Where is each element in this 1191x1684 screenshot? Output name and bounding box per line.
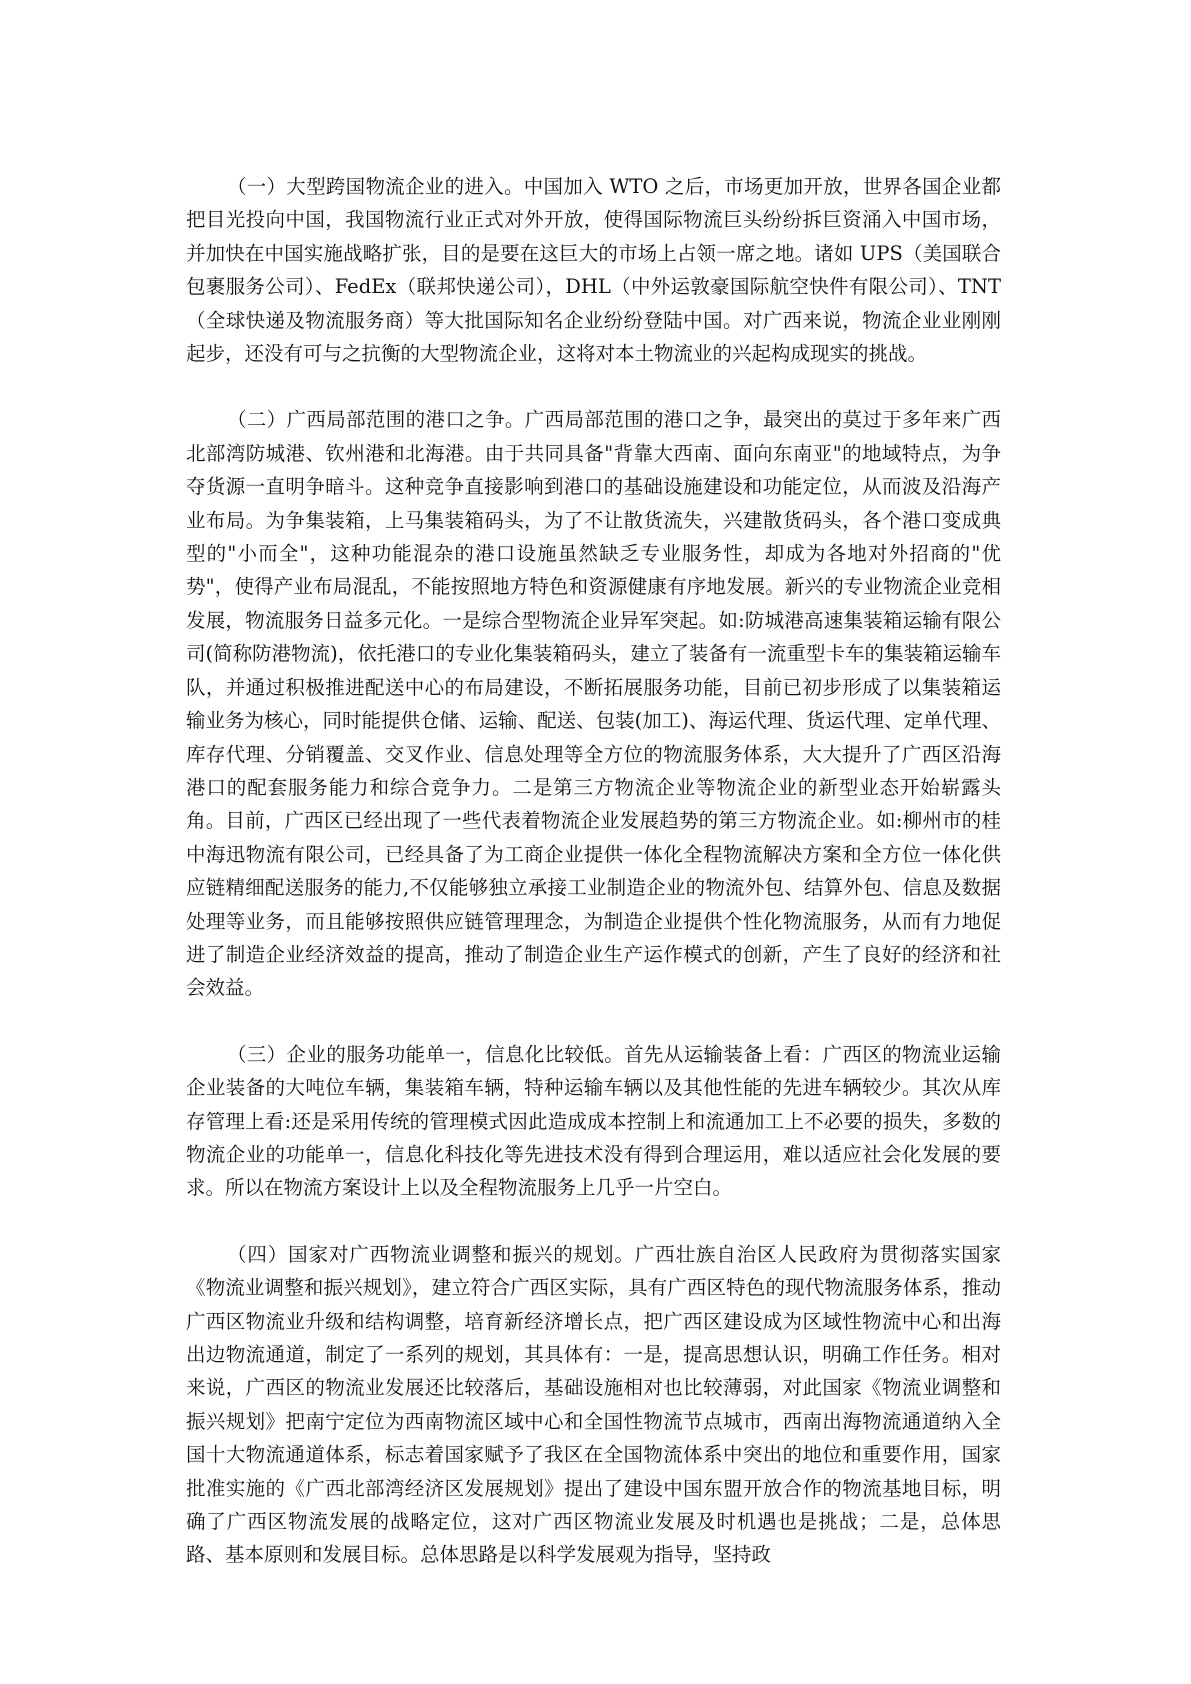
- paragraph-2: （二）广西局部范围的港口之争。广西局部范围的港口之争，最突出的莫过于多年来广西北部湾防城港、钦州港和北海港。由于共同具备"背靠大西南、面向东南亚"的地域特点，为争夺货源一直明争暗斗。这种竞争直接影响到港口的基础设施建设和功能定位，从而波及沿海产业布局。为争集装箱，上马集装箱码头，为了不让散货流失，兴建散货码头，各个港口变成典型的"小而全"，这种功能混杂的港口设施虽然缺乏专业服务性，却成为各地对外招商的"优势"，使得产业布局混乱，不能按照地方特色和资源健康有序地发展。新兴的专业物流企业竞相发展，物流服务日益多元化。一是综合型物流企业异军突起。如:防城港高速集装箱运输有限公司(简称防港物流)，依托港口的专业化集装箱码头，建立了装备有一流重型卡车的集装箱运输车队，并通过积极推进配送中心的布局建设，不断拓展服务功能，目前已初步形成了以集装箱运输业务为核心，同时能提供仓储、运输、配送、包装(加工)、海运代理、货运代理、定单代理、库存代理、分销覆盖、交叉作业、信息处理等全方位的物流服务体系，大大提升了广西区沿海港口的配套服务能力和综合竞争力。二是第三方物流企业等物流企业的新型业态开始崭露头角。目前，广西区已经出现了一些代表着物流企业发展趋势的第三方物流企业。如:柳州市的桂中海迅物流有限公司，已经具备了为工商企业提供一体化全程物流解决方案和全方位一体化供应链精细配送服务的能力,不仅能够独立承接工业制造企业的物流外包、结算外包、信息及数据处理等业务，而且能够按照供应链管理理念，为制造企业提供个性化物流服务，从而有力地促进了制造企业经济效益的提高，推动了制造企业生产运作模式的创新，产生了良好的经济和社会效益。: [186, 408, 1001, 1000]
- paragraph-3: （三）企业的服务功能单一，信息化比较低。首先从运输装备上看：广西区的物流业运输企业装备的大吨位车辆，集装箱车辆，特种运输车辆以及其他性能的先进车辆较少。其次从库存管理上看:还是采用传统的管理模式因此造成成本控制上和流通加工上不必要的损失，多数的物流企业的功能单一，信息化科技化等先进技术没有得到合理运用，难以适应社会化发展的要求。所以在物流方案设计上以及全程物流服务上几乎一片空白。: [186, 1042, 1001, 1200]
- document-page: [186, 170, 1001, 1572]
- paragraph-4: （四）国家对广西物流业调整和振兴的规划。广西壮族自治区人民政府为贯彻落实国家《物流业调整和振兴规划》，建立符合广西区实际，具有广西区特色的现代物流服务体系，推动广西区物流业升级和结构调整，培育新经济增长点，把广西区建设成为区域性物流中心和出海出边物流通道，制定了一系列的规划，其具体有：一是，提高思想认识，明确工作任务。相对来说，广西区的物流业发展还比较落后，基础设施相对也比较薄弱，对此国家《物流业调整和振兴规划》把南宁定位为西南物流区域中心和全国性物流节点城市，西南出海物流通道纳入全国十大物流通道体系，标志着国家赋予了我区在全国物流体系中突出的地位和重要作用，国家批准实施的《广西北部湾经济区发展规划》提出了建设中国东盟开放合作的物流基地目标，明确了广西区物流发展的战略定位，这对广西区物流业发展及时机遇也是挑战；二是，总体思路、基本原则和发展目标。总体思路是以科学发展观为指导，坚持政: [186, 1242, 1001, 1567]
- paragraph-1: （一）大型跨国物流企业的进入。中国加入 WTO 之后，市场更加开放，世界各国企业都把目光投向中国，我国物流行业正式对外开放，使得国际物流巨头纷纷拆巨资涌入中国市场，并加快在中国实施战略扩张，目的是要在这巨大的市场上占领一席之地。诸如 UPS（美国联合包裹服务公司）、FedEx（联邦快递公司），DHL（中外运敦豪国际航空快件有限公司）、TNT（全球快递及物流服务商）等大批国际知名企业纷纷登陆中国。对广西来说，物流企业业刚刚起步，还没有可与之抗衡的大型物流企业，这将对本土物流业的兴起构成现实的挑战。: [186, 175, 1001, 366]
